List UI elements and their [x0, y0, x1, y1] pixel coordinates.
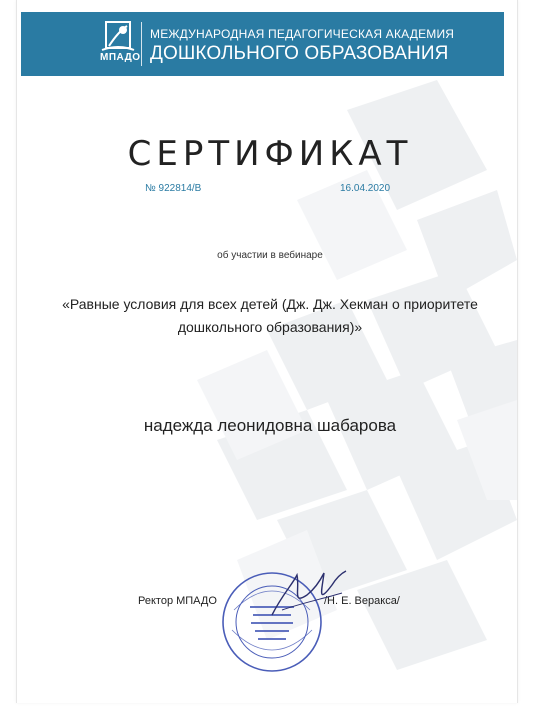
logo-label: МПАДО: [100, 52, 141, 63]
header-divider: [141, 22, 142, 66]
certificate-date: 16.04.2020: [340, 183, 391, 194]
certificate-number: № 922814/В: [145, 183, 202, 194]
certificate-title: СЕРТИФИКАТ: [127, 134, 413, 174]
academy-name-line1: МЕЖДУНАРОДНАЯ ПЕДАГОГИЧЕСКАЯ АКАДЕМИЯ: [150, 27, 455, 41]
recipient-name: надежда леонидовна шабарова: [143, 416, 397, 435]
academy-header: [21, 12, 504, 76]
rector-label: Ректор МПАДО: [138, 595, 217, 607]
webinar-title: «Равные условия для всех детей (Дж. Дж. Хекман о приоритете дошкольного образования)»: [62, 296, 478, 335]
handwritten-signature: [262, 565, 352, 625]
participation-text: об участии в вебинаре: [217, 250, 323, 261]
signer-name: /Н. Е. Веракса/: [324, 595, 400, 607]
academy-name-line2: ДОШКОЛЬНОГО ОБРАЗОВАНИЯ: [150, 43, 449, 64]
